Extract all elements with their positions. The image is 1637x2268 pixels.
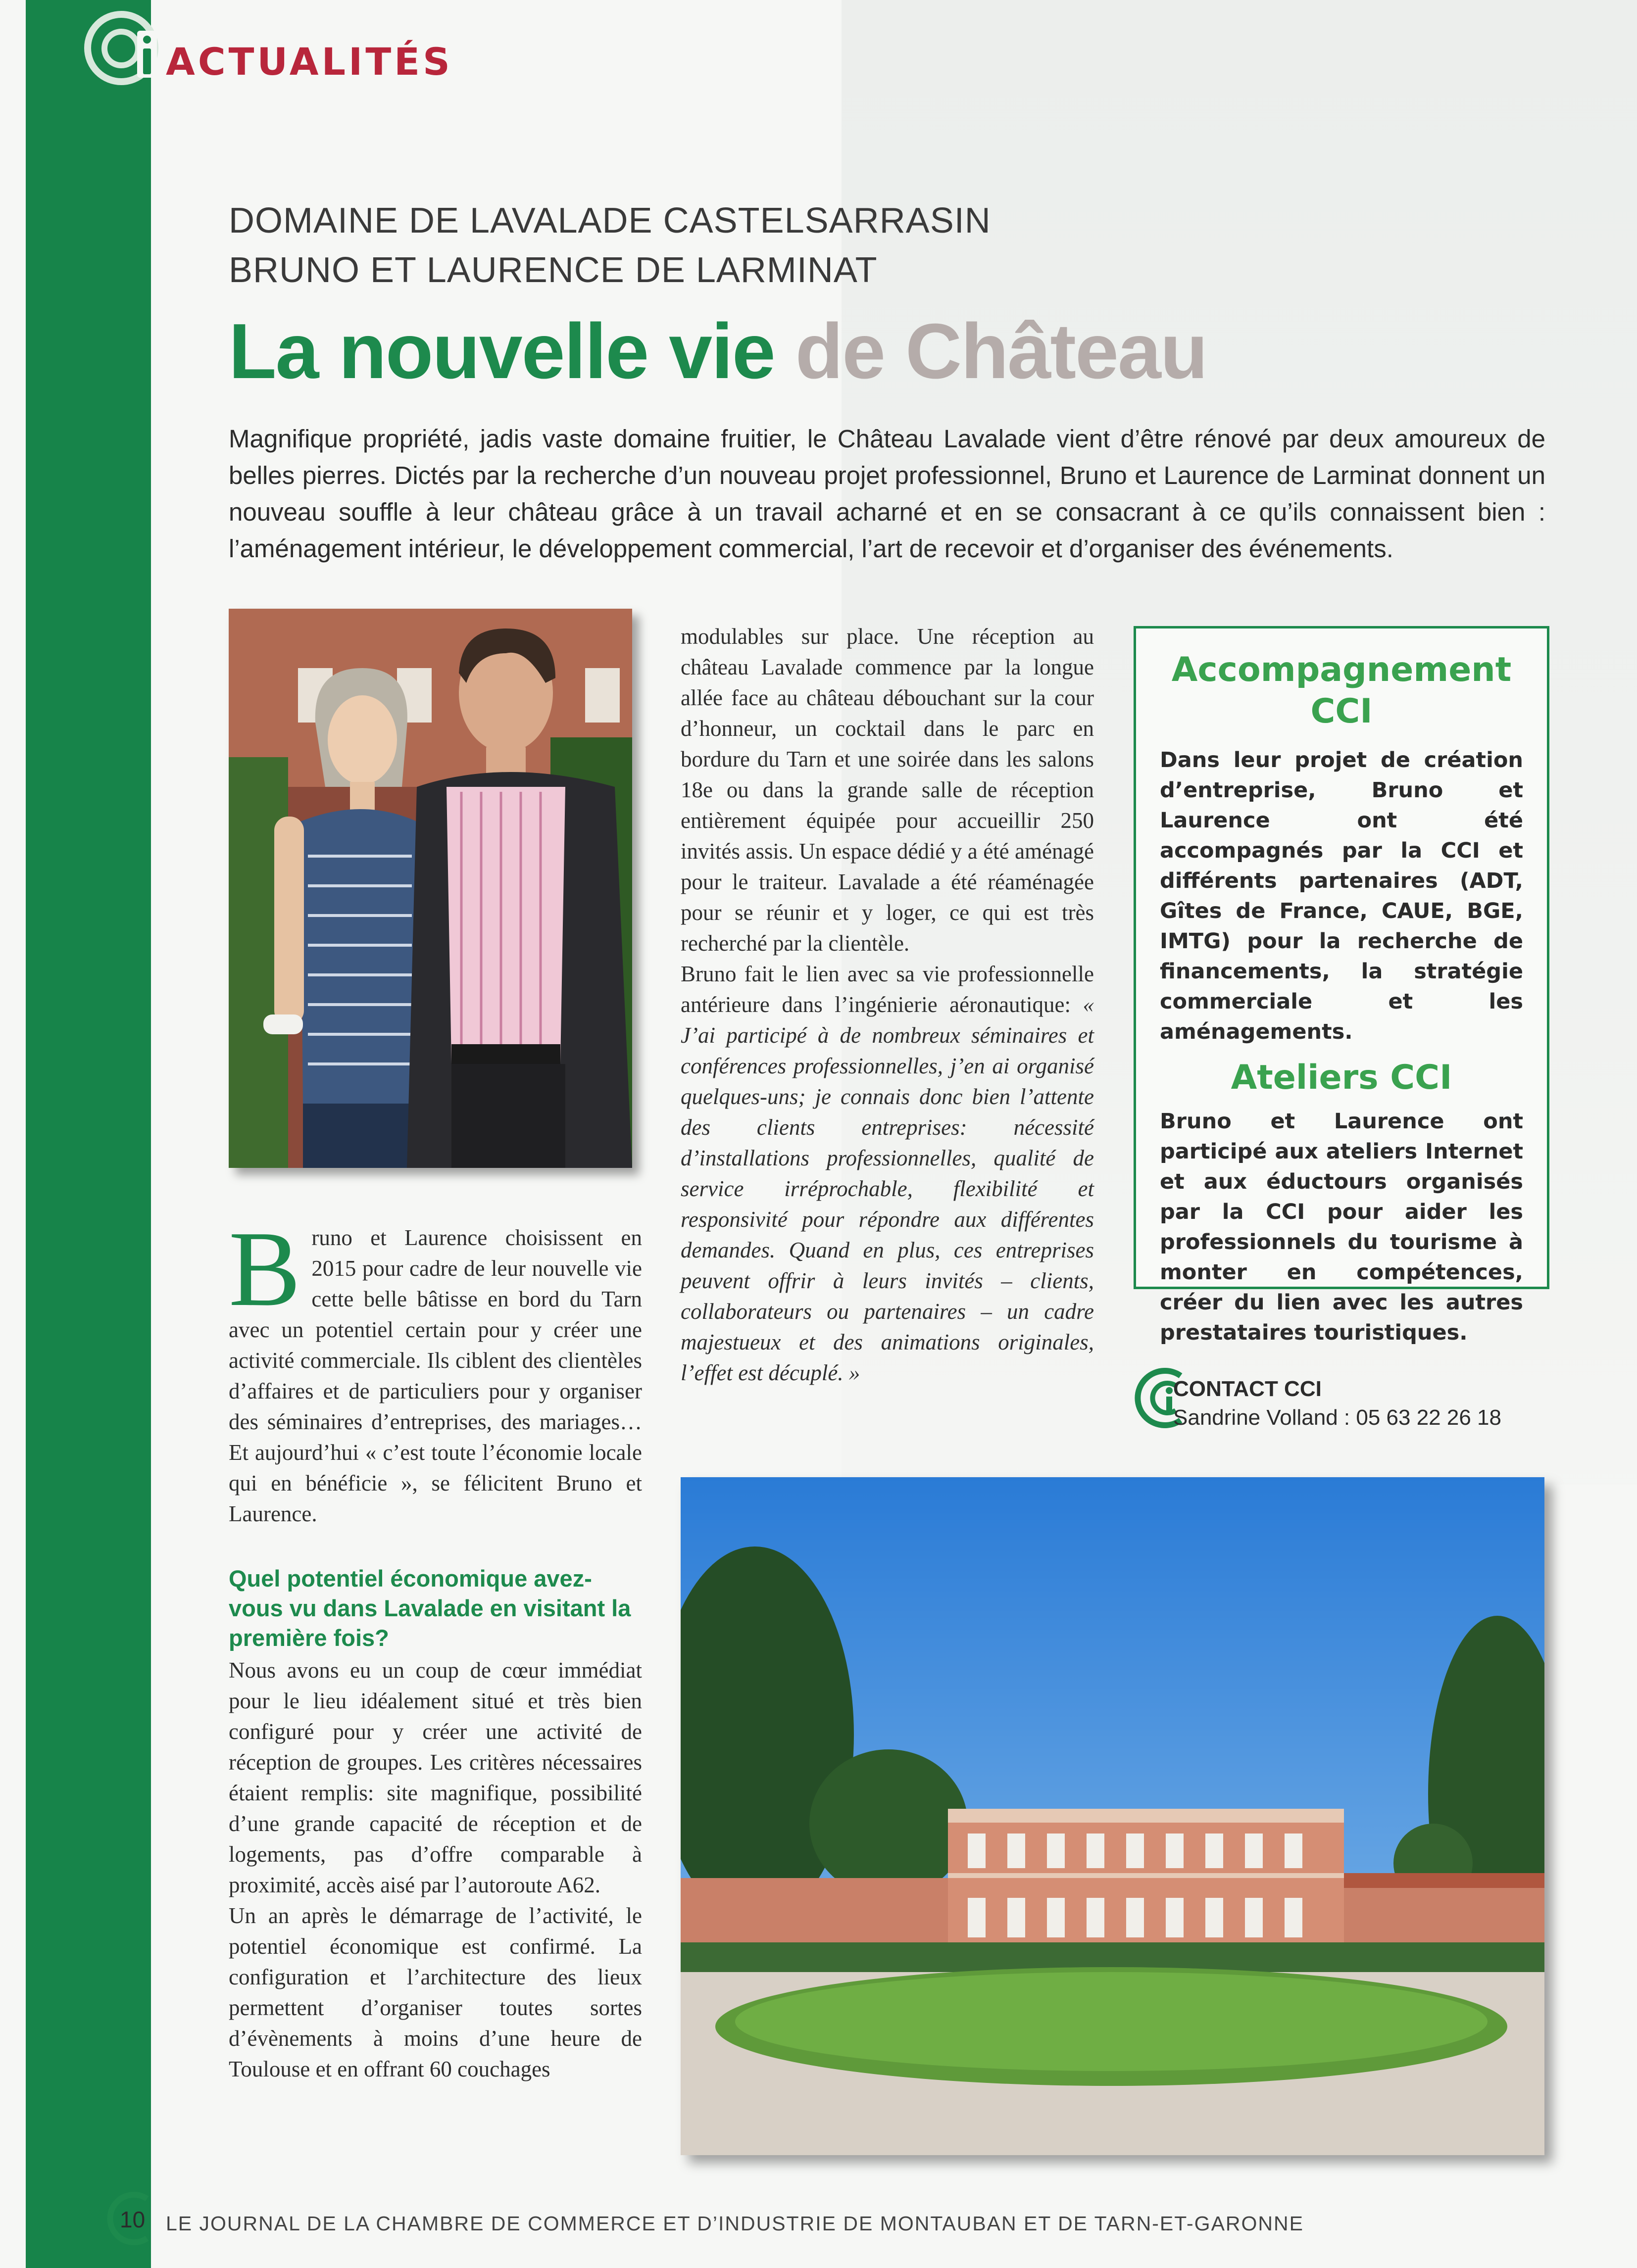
- title-part-2: de Château: [795, 308, 1207, 395]
- box-heading-workshops: Ateliers CCI: [1231, 1058, 1452, 1097]
- section-label: ACTUALITÉS: [166, 40, 453, 84]
- page-number-badge: [105, 2191, 159, 2246]
- article-column-1: [229, 1209, 642, 2084]
- article-title: [229, 307, 1207, 396]
- box-text-workshops: Bruno et Laurence ont participé aux ateliers Internet et aux éductours organisés par la CCI pour aider les professionnels du tourisme à monter en compétences, créer du lien avec les autres prestataires touristiques.: [1160, 1109, 1523, 1345]
- drop-cap: B: [229, 1209, 301, 1329]
- kicker-line-1: DOMAINE DE LAVALADE CASTELSARRASIN: [229, 201, 991, 241]
- interview-question: Quel potentiel économique avez-vous vu dans Lavalade en visitant la première fois?: [229, 1565, 631, 1651]
- paragraph-answer-1: Nous avons eu un coup de cœur immédiat pour le lieu idéalement situé et très bien configuré pour y créer une activité de réception de groupes. Les critères nécessaires étaient remplis: site magnifique, possibilité d’une grande capacité de réception et de logements, pas d’offre comparable à proximité, accès aisé par l’autoroute A62.: [229, 1658, 642, 1897]
- paragraph-answer-2: Un an après le démarrage de l’activité, le potentiel économique est confirmé. La configuration et l’architecture des lieux permettent d’organiser toutes sortes d’évènements à moins d’une heure de Toulouse et en offrant 60 couchages: [229, 1903, 642, 2081]
- green-side-bar: [26, 0, 151, 2268]
- article-lead: Magnifique propriété, jadis vaste domaine fruitier, le Château Lavalade vient d’être rénové par deux amoureux de belles pierres. Dictés par la recherche d’un nouveau projet professionnel, Bruno et Laurence de Larminat donnent un nouveau souffle à leur château grâce à un travail acharné et en se consacrant à ce qu’ils connaissent bien : l’aménagement intérieur, le développement commercial, l’art de recevoir et d’organiser des événements.: [229, 425, 1545, 563]
- contact-person: Sandrine Volland : 05 63 22 26 18: [1173, 1405, 1501, 1430]
- contact-block: [1134, 1366, 1549, 1440]
- paragraph-intro: [229, 1209, 642, 1529]
- chateau-photo: [681, 1477, 1544, 2155]
- portrait-photo: [229, 609, 632, 1168]
- kicker-line-2: BRUNO ET LAURENCE DE LARMINAT: [229, 250, 878, 290]
- box-heading-support-1: Accompagnement: [1171, 650, 1512, 689]
- box-heading-support-2: CCI: [1310, 692, 1373, 731]
- title-part-1: La nouvelle vie: [229, 308, 775, 395]
- box-text-support: Dans leur projet de création d’entreprise, Bruno et Laurence ont été accompagnés par la CCI et différents partenaires (ADT, Gîtes de France, CAUE, BGE, IMTG) pour la recherche de financements, la stratégie commerciale et les aménagements.: [1160, 748, 1523, 1044]
- intro-text: runo et Laurence choisissent en 2015 pour cadre de leur nouvelle vie cette belle bâtisse en bord du Tarn avec un potentiel certain pour y créer une activité commerciale. Ils ciblent des clientèles d’affaires et de particuliers pour y organiser des séminaires d’entreprises, des mariages… Et aujourd’hui « c’est toute l’économie locale qui en bénéficie », se félicitent Bruno et Laurence.: [229, 1225, 642, 1526]
- bruno-quote: « J’ai participé à de nombreux séminaires et conférences professionnelles, j’en ai organisé quelques-uns; je connais donc bien l’attente des clients entreprises: nécessité d’installations professionnelles, qualité de service irréprochable, flexibilité et responsivité pour répondre aux différentes demandes. Quand en plus, ces entreprises peuvent offrir à leurs invités – clients, collaborateurs ou partenaires – un cadre majestueux et des animations originales, l’effet est décuplé. »: [681, 992, 1094, 1385]
- contact-title: CONTACT CCI: [1173, 1377, 1322, 1401]
- paragraph-reception: modulables sur place. Une réception au château Lavalade commence par la longue allée face au château débouchant sur la cour d’honneur, un cocktail dans le parc en bordure du Tarn et une soirée dans les salons 18e ou dans la grande salle de réception entièrement équipée pour accueillir 250 invités assis. Un espace dédié y a été aménagé pour le traiteur. Lavalade a été réaménagée pour se réunir et y loger, ce qui est très recherché par la clientèle.: [681, 624, 1094, 956]
- article-column-2: [681, 621, 1094, 1388]
- cci-support-box: [1134, 626, 1549, 1345]
- bruno-intro: Bruno fait le lien avec sa vie professionnelle antérieure dans l’ingénierie aéronautique:: [681, 962, 1094, 1017]
- paragraph-bruno: [681, 959, 1094, 1388]
- page-number: 10: [120, 2207, 146, 2232]
- footer-journal: LE JOURNAL DE LA CHAMBRE DE COMMERCE ET D’INDUSTRIE DE MONTAUBAN ET DE TARN-ET-GARONNE: [166, 2212, 1304, 2235]
